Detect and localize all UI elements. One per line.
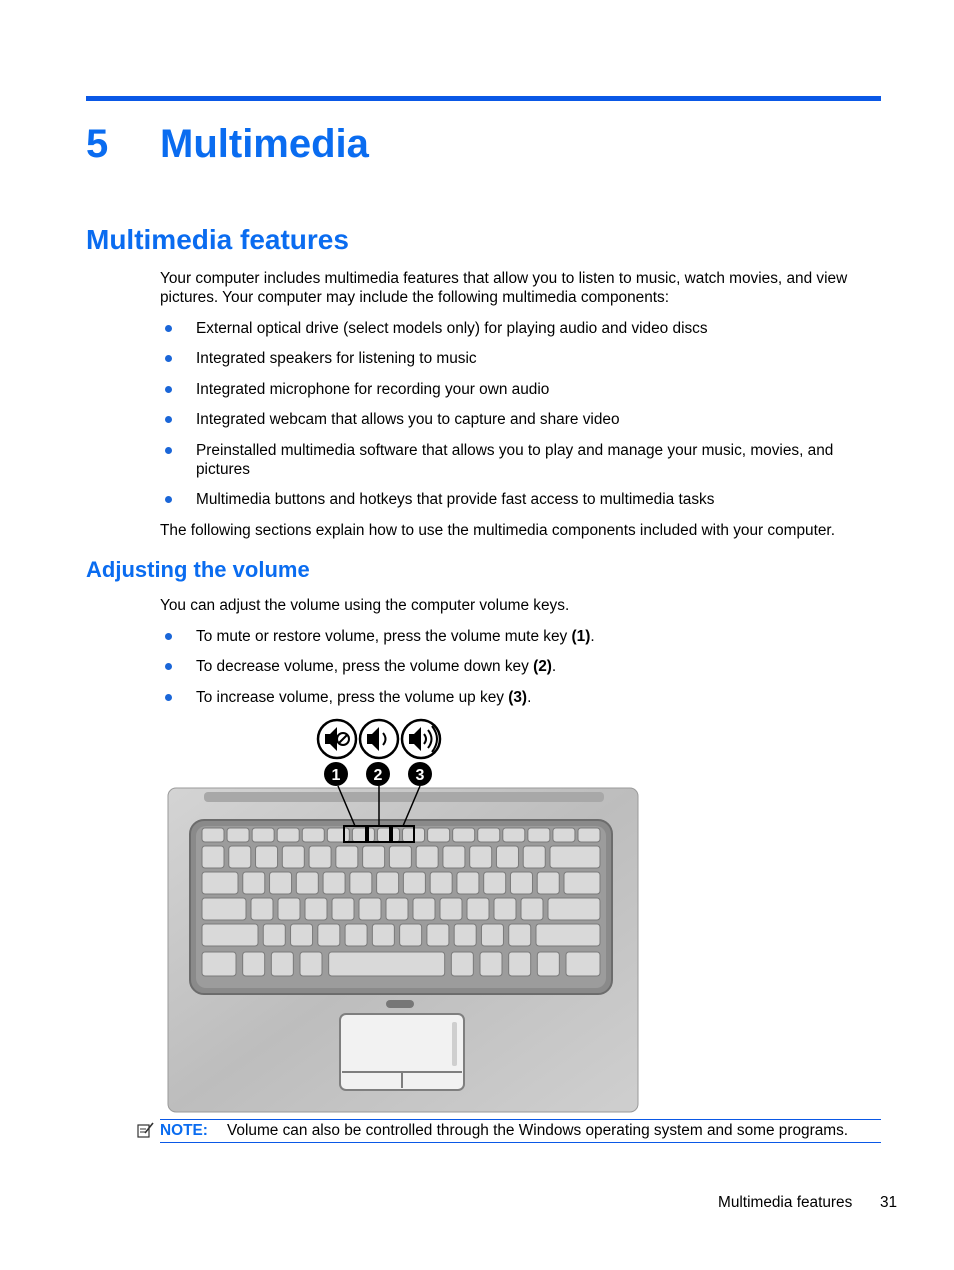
keyboard-key (494, 898, 516, 920)
keyboard-key (427, 924, 449, 946)
keyboard-key (318, 924, 340, 946)
status-light (386, 1000, 414, 1008)
keyboard-key (305, 898, 327, 920)
note-box (160, 1119, 881, 1143)
keyboard-key (363, 846, 385, 868)
note-text: Volume can also be controlled through the Windows operating system and some programs. (227, 1122, 849, 1139)
callout-2-label: 2 (373, 767, 383, 784)
keyboard-key (478, 828, 500, 842)
chapter-number: 5 (86, 122, 109, 166)
keyboard-key (271, 952, 293, 976)
section-heading: Multimedia features (86, 224, 349, 255)
keyboard-key (202, 828, 224, 842)
callout-3-label: 3 (415, 767, 425, 784)
keyboard-key (440, 898, 462, 920)
keyboard-key (291, 924, 313, 946)
keyboard-key (454, 924, 476, 946)
keyboard-key (453, 828, 475, 842)
keyboard-key (336, 846, 358, 868)
keyboard-key (302, 828, 324, 842)
section-intro: Your computer includes multimedia features that allow you to listen to music, watch movies, and view pictures. Your computer may include the following multimedia components: (160, 270, 848, 306)
keyboard-key (309, 846, 331, 868)
step-key: (3) (508, 689, 528, 706)
list-item (160, 349, 882, 368)
keyboard-key (470, 846, 492, 868)
chapter-rule (86, 96, 881, 101)
volume-steps-list (160, 627, 882, 707)
keyboard-key (548, 898, 600, 920)
keyboard-key (202, 846, 224, 868)
list-item (160, 441, 882, 479)
keyboard-key (277, 828, 299, 842)
keyboard-key (413, 898, 435, 920)
page-number: 31 (880, 1194, 898, 1211)
keyboard-key (332, 898, 354, 920)
keyboard-key (389, 846, 411, 868)
keyboard-key (451, 952, 473, 976)
step-text: To decrease volume, press the volume down key (196, 658, 534, 675)
list-item (160, 627, 882, 646)
section-outro: The following sections explain how to use the multimedia components included with your computer. (160, 522, 835, 539)
keyboard-key (503, 828, 525, 842)
keyboard-key (243, 952, 265, 976)
keyboard-key (352, 828, 374, 842)
keyboard-key (252, 828, 274, 842)
keyboard-key (521, 898, 543, 920)
step-key: (2) (533, 658, 552, 675)
volume-up-icon (402, 720, 440, 758)
bullet-icon (165, 355, 172, 362)
list-item-text: External optical drive (select models only) for playing audio and video discs (196, 320, 708, 337)
keyboard-key (550, 846, 600, 868)
keyboard-key (480, 952, 502, 976)
keyboard-key (553, 828, 575, 842)
keyboard-key (350, 872, 372, 894)
keyboard-key (377, 828, 399, 842)
subsection-heading: Adjusting the volume (86, 557, 310, 582)
keyboard-key (484, 872, 506, 894)
keyboard-key (523, 846, 545, 868)
list-item-text: Integrated webcam that allows you to capture and share video (196, 411, 620, 428)
keyboard-figure-svg (160, 716, 650, 1116)
bullet-icon (165, 496, 172, 503)
keyboard-key (443, 846, 465, 868)
list-item-text: Integrated microphone for recording your own audio (196, 381, 550, 398)
subsection-intro: You can adjust the volume using the computer volume keys. (160, 597, 570, 614)
hinge (204, 792, 604, 802)
keyboard-key (537, 952, 559, 976)
keyboard-key (566, 952, 600, 976)
list-item-text: Integrated speakers for listening to music (196, 350, 477, 367)
keyboard-key (416, 846, 438, 868)
bullet-icon (165, 386, 172, 393)
keyboard-key (430, 872, 452, 894)
keyboard-key (481, 924, 503, 946)
note-label: NOTE: (160, 1122, 208, 1139)
volume-down-icon (360, 720, 398, 758)
keyboard-key (372, 924, 394, 946)
keyboard-key (345, 924, 367, 946)
list-item-text: Multimedia buttons and hotkeys that provide fast access to multimedia tasks (196, 491, 715, 508)
keyboard-key (510, 872, 532, 894)
list-item (160, 490, 882, 509)
keyboard-key (278, 898, 300, 920)
keyboard-key (323, 872, 345, 894)
list-item-text: Preinstalled multimedia software that allows you to play and manage your music, movies, and pictures (196, 442, 834, 478)
keyboard-key (263, 924, 285, 946)
keyboard-illustration (160, 716, 650, 1116)
keyboard-key (537, 872, 559, 894)
step-key: (1) (571, 628, 591, 645)
bullet-icon (165, 325, 172, 332)
keyboard-key (300, 952, 322, 976)
keyboard-key (578, 828, 600, 842)
scroll-zone (452, 1022, 457, 1066)
keyboard-key (359, 898, 381, 920)
step-end: . (527, 689, 532, 706)
keyboard-key (243, 872, 265, 894)
keyboard-key (400, 924, 422, 946)
keyboard-key (202, 898, 246, 920)
bullet-icon (165, 633, 172, 640)
keyboard-key (270, 872, 292, 894)
keyboard-key (496, 846, 518, 868)
keyboard-key (256, 846, 278, 868)
list-item (160, 410, 882, 429)
keyboard-key (386, 898, 408, 920)
footer-section-name: Multimedia features (718, 1194, 853, 1211)
keyboard-key (202, 924, 258, 946)
step-end: . (551, 658, 557, 675)
note-pencil-icon (137, 1121, 155, 1139)
list-item (160, 319, 882, 338)
keyboard-key (329, 952, 445, 976)
keyboard-key (457, 872, 479, 894)
bullet-icon (165, 447, 172, 454)
keyboard-key (467, 898, 489, 920)
keyboard-key (428, 828, 450, 842)
step-text: To mute or restore volume, press the volume mute key (196, 628, 572, 645)
feature-list (160, 319, 882, 509)
chapter-title: Multimedia (160, 122, 369, 166)
list-item (160, 688, 882, 707)
step-end: . (590, 628, 595, 645)
keyboard-key (403, 872, 425, 894)
list-item (160, 657, 882, 676)
keyboard-key (528, 828, 550, 842)
keyboard-key (296, 872, 318, 894)
volume-mute-icon (318, 720, 356, 758)
keyboard-keys (202, 828, 600, 976)
keyboard-key (251, 898, 273, 920)
keyboard-key (509, 924, 531, 946)
keyboard-key (227, 828, 249, 842)
step-text: To increase volume, press the volume up key (196, 689, 509, 706)
keyboard-key (536, 924, 600, 946)
bullet-icon (165, 416, 172, 423)
callout-1-label: 1 (331, 767, 341, 784)
bullet-icon (165, 694, 172, 701)
keyboard-key (202, 872, 238, 894)
keyboard-key (282, 846, 304, 868)
keyboard-key (377, 872, 399, 894)
keyboard-key (202, 952, 236, 976)
keyboard-key (564, 872, 600, 894)
keyboard-key (509, 952, 531, 976)
list-item (160, 380, 882, 399)
keyboard-key (229, 846, 251, 868)
keyboard-key (327, 828, 349, 842)
bullet-icon (165, 663, 172, 670)
